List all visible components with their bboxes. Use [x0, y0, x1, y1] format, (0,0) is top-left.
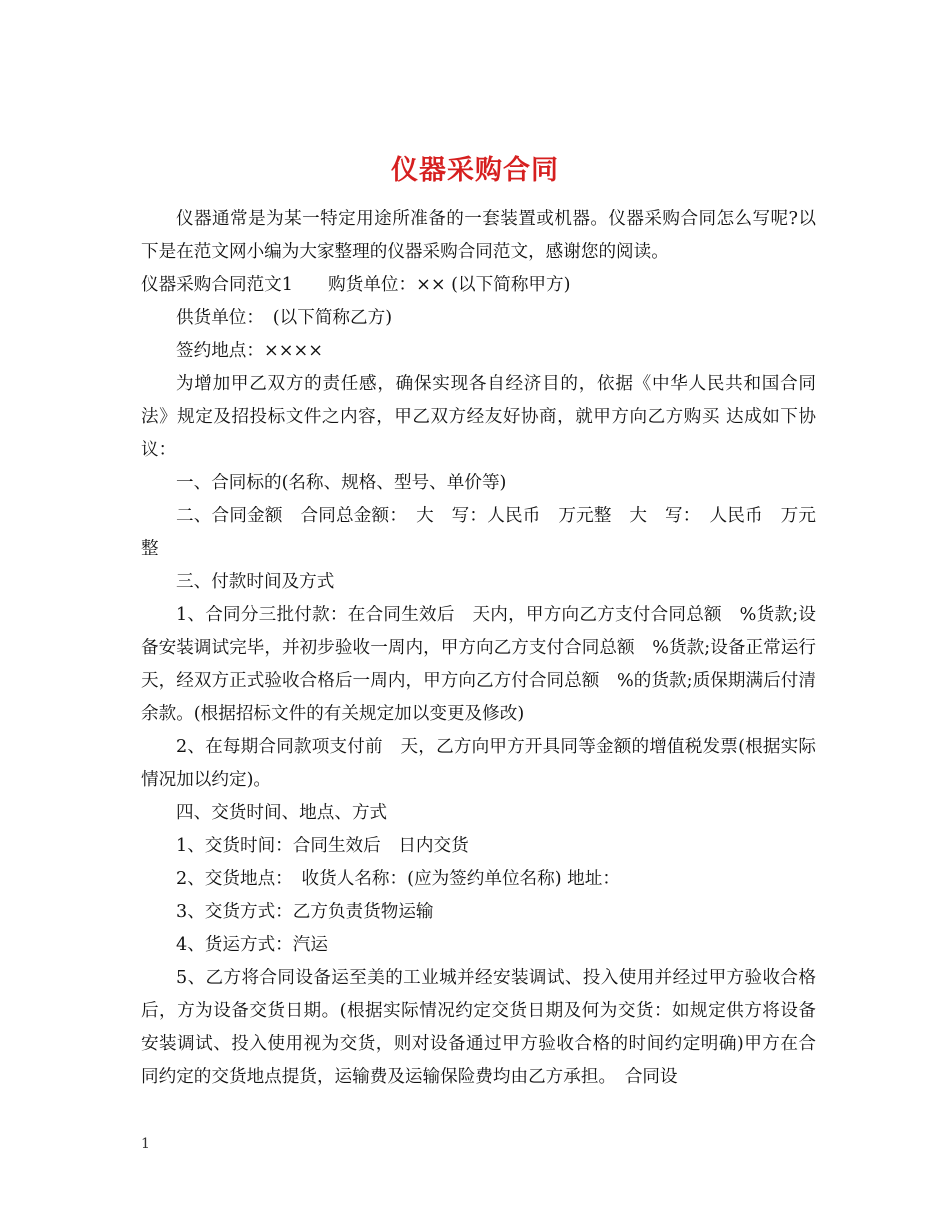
- page-number: 1: [141, 1136, 150, 1152]
- paragraph: 4、货运方式：汽运: [176, 935, 328, 955]
- document-title: 仪器采购合同: [391, 155, 559, 187]
- paragraph: 1、合同分三批付款：在合同生效后 天内，甲方向乙方支付合同总额 %货款;设备安装调试完毕，并初步验收一周内，甲方向乙方支付合同总额 %货款;设备正常运行 天，经双方正式验收合格后一周内，甲方向乙方付合同总额 %的货款;质保期满后付清余款。(根据招标文件的有关规定加以变更及修改): [141, 605, 834, 724]
- paragraph: 为增加甲乙双方的责任感，确保实现各自经济目的，依据《中华人民共和国合同法》规定及招投标文件之内容，甲乙双方经友好协商，就甲方向乙方购买 达成如下协议：: [141, 374, 816, 460]
- document-body: [141, 203, 834, 1094]
- paragraph: 2、在每期合同款项支付前 天，乙方向甲方开具同等金额的增值税发票(根据实际情况加以约定)。: [141, 737, 816, 790]
- paragraph: 3、交货方式：乙方负责货物运输: [176, 902, 434, 922]
- paragraph: 2、交货地点： 收货人名称：(应为签约单位名称) 地址：: [176, 869, 620, 889]
- paragraph: 供货单位： (以下简称乙方): [176, 308, 393, 328]
- paragraph: 四、交货时间、地点、方式: [176, 803, 388, 823]
- paragraph: 仪器通常是为某一特定用途所准备的一套装置或机器。仪器采购合同怎么写呢?以下是在范文网小编为大家整理的仪器采购合同范文，感谢您的阅读。: [141, 209, 816, 262]
- paragraph: 签约地点：××××: [176, 341, 323, 361]
- paragraph: 1、交货时间：合同生效后 日内交货: [176, 836, 469, 856]
- paragraph: 一、合同标的(名称、规格、型号、单价等): [176, 473, 507, 493]
- paragraph: 二、合同金额 合同总金额： 大 写：人民币 万元整 大 写： 人民币 万元整: [141, 506, 816, 559]
- paragraph: 5、乙方将合同设备运至美的工业城并经安装调试、投入使用并经过甲方验收合格后，方为设备交货日期。(根据实际情况约定交货日期及何为交货：如规定供方将设备安装调试、投入使用视为交货，则对设备通过甲方验收合格的时间约定明确)甲方在合同约定的交货地点提货，运输费及运输保险费均由乙方承担。 合同设: [141, 968, 816, 1087]
- paragraph: 仪器采购合同范文1 购货单位：×× (以下简称甲方): [141, 275, 571, 295]
- paragraph: 三、付款时间及方式: [176, 572, 335, 592]
